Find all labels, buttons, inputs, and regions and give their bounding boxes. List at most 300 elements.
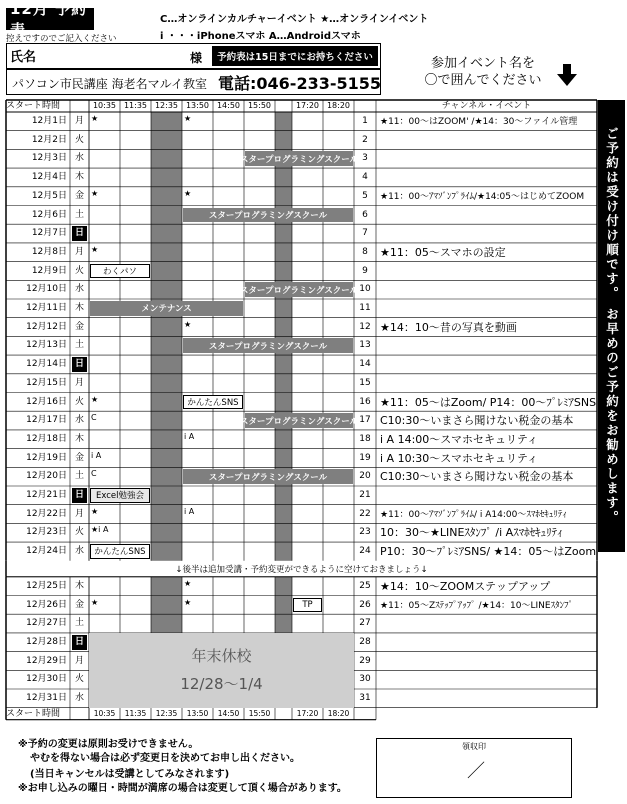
weekday-cell: 火	[74, 527, 84, 538]
row-number: 1	[362, 116, 368, 126]
channel-event-cell[interactable]: ★11：05～はZoom/ P14：00～ﾌﾟﾚﾐｱSNS	[380, 395, 597, 409]
booking-slot[interactable]	[120, 449, 151, 468]
booking-slot[interactable]	[292, 299, 323, 318]
booking-slot[interactable]	[213, 224, 244, 243]
booking-slot[interactable]	[323, 505, 354, 524]
closed-slot-column	[151, 577, 182, 633]
booking-slot[interactable]	[213, 168, 244, 187]
channel-event-cell[interactable]	[376, 690, 597, 709]
booking-slot[interactable]	[182, 243, 213, 262]
booking-slot[interactable]	[213, 243, 244, 262]
date-cell: 12月2日	[31, 134, 67, 145]
weekday-cell: 水	[74, 415, 84, 426]
booking-slot[interactable]	[323, 523, 354, 542]
booking-slot[interactable]	[244, 596, 275, 615]
booking-slot[interactable]	[89, 374, 120, 393]
booking-slot[interactable]	[323, 299, 354, 318]
booking-slot[interactable]	[182, 374, 213, 393]
slot-mark-star: ★	[184, 114, 192, 123]
footer-note-3: (当日キャンセルは受講としてみなされます)	[30, 769, 230, 780]
booking-slot[interactable]	[292, 486, 323, 505]
time-header-8: 18:20	[326, 101, 351, 110]
event-star-programming: スタープログラミングスクール	[245, 282, 353, 297]
channel-event-cell[interactable]: 10：30～★LINEｽﾀﾝﾌﾟ /i Aｽﾏﾎｾｷｭﾘﾃｨ	[380, 526, 563, 540]
booking-slot[interactable]	[182, 614, 213, 633]
weekday-cell: 土	[74, 618, 84, 629]
booking-slot[interactable]	[323, 614, 354, 633]
booking-slot[interactable]	[244, 318, 275, 337]
time-header-3: 13:50	[185, 101, 210, 110]
channel-event-cell[interactable]: ★11：05～Zｽﾃｯﾌﾟｱｯﾌﾟ /★14：10～LINEｽﾀﾝﾌﾟ	[380, 600, 574, 611]
channel-event-cell[interactable]: i A 10:30～スマホセキュリティ	[380, 451, 538, 465]
row-number: 13	[359, 340, 371, 351]
legend-line-1: C…オンラインカルチャーイベント ★…オンラインイベント	[160, 14, 429, 25]
row-number: 6	[362, 209, 368, 220]
row-number: 30	[359, 674, 371, 685]
booking-slot[interactable]	[182, 486, 213, 505]
channel-event-cell[interactable]	[376, 615, 597, 634]
channel-event-cell[interactable]	[376, 337, 597, 356]
booking-slot[interactable]	[89, 577, 120, 596]
booking-slot[interactable]	[244, 449, 275, 468]
slot-mark-ia: i A	[184, 506, 195, 516]
date-cell: 12月30日	[26, 674, 67, 685]
channel-event-cell[interactable]: ★11：05～スマホの設定	[380, 245, 506, 259]
channel-event-cell[interactable]: i A 14:00～スマホセキュリティ	[380, 432, 538, 446]
booking-slot[interactable]	[292, 542, 323, 561]
row-number: 16	[359, 396, 371, 407]
booking-slot[interactable]	[120, 596, 151, 615]
slot-mark-c: C	[91, 413, 97, 423]
date-cell: 12月11日	[26, 303, 67, 313]
date-cell: 12月28日	[26, 636, 67, 647]
sama-label: 様	[190, 51, 203, 65]
date-cell: 12月4日	[31, 172, 67, 183]
row-number: 3	[362, 153, 368, 164]
booking-slot[interactable]	[292, 577, 323, 596]
booking-slot[interactable]	[213, 112, 244, 131]
row-number: 15	[359, 377, 371, 388]
weekday-cell: 火	[74, 674, 84, 685]
row-number: 7	[362, 228, 368, 239]
booking-slot[interactable]	[323, 131, 354, 150]
date-cell: 12月18日	[26, 433, 67, 444]
row-number: 9	[362, 265, 368, 276]
channel-event-cell[interactable]: ★14：10～ZOOMステップアップ	[380, 579, 551, 593]
booking-slot[interactable]	[323, 486, 354, 505]
weekday-cell: 金	[74, 190, 84, 201]
booking-slot[interactable]	[213, 523, 244, 542]
name-label: 氏名	[10, 50, 37, 65]
booking-slot[interactable]	[213, 505, 244, 524]
booking-slot[interactable]	[182, 149, 213, 168]
date-cell: 12月26日	[26, 599, 67, 610]
date-cell: 12月10日	[26, 284, 67, 295]
booking-slot[interactable]	[323, 243, 354, 262]
booking-slot[interactable]	[213, 596, 244, 615]
row-number: 22	[359, 508, 371, 519]
weekday-cell: 金	[74, 321, 84, 332]
row-number: 2	[362, 134, 368, 145]
booking-slot[interactable]	[292, 374, 323, 393]
booking-slot[interactable]	[244, 187, 275, 206]
school-name: パソコン市民講座 海老名マルイ教室	[12, 77, 207, 91]
channel-event-cell[interactable]: P10：30～ﾌﾟﾚﾐｱSNS/ ★14：05～はZoom	[380, 545, 597, 559]
booking-slot[interactable]	[244, 131, 275, 150]
date-cell: 12月20日	[26, 471, 67, 482]
date-cell: 12月13日	[26, 340, 67, 351]
weekday-cell: 水	[74, 546, 84, 557]
booking-slot[interactable]	[323, 430, 354, 449]
booking-slot[interactable]	[244, 355, 275, 374]
channel-header: チャンネル・イベント	[441, 101, 532, 111]
date-cell: 12月5日	[31, 190, 67, 201]
time-footer-0: 10:35	[93, 708, 116, 718]
row-number: 28	[359, 636, 371, 647]
booking-slot[interactable]	[292, 243, 323, 262]
slot-mark-star: ★	[91, 394, 99, 404]
row-number: 25	[359, 580, 371, 591]
footer-note-2: やむを得ない場合は必ず変更日を決めてお申し出ください。	[30, 753, 300, 764]
weekday-cell: 日	[72, 226, 87, 241]
row-number: 10	[359, 284, 371, 295]
weekday-cell: 木	[74, 580, 84, 591]
booking-slot[interactable]	[244, 505, 275, 524]
booking-slot[interactable]	[213, 318, 244, 337]
booking-slot[interactable]	[89, 355, 120, 374]
row-number: 29	[359, 655, 371, 666]
booking-slot[interactable]	[182, 542, 213, 561]
booking-slot[interactable]	[292, 449, 323, 468]
legend-line-2: i ・・・iPhoneスマホ A…Androidスマホ	[160, 31, 361, 42]
slot-mark-star: ★	[184, 188, 192, 198]
booking-slot[interactable]	[120, 355, 151, 374]
channel-event-cell[interactable]	[376, 281, 597, 300]
booking-slot[interactable]	[120, 149, 151, 168]
booking-slot[interactable]	[244, 430, 275, 449]
channel-event-cell[interactable]: ★11：00～ｱﾏｿﾞﾝﾌﾟﾗｲﾑ/ i A14:00～ｽﾏﾎｾｷｭﾘﾃｨ	[380, 509, 567, 520]
date-cell: 12月24日	[26, 546, 67, 557]
row-number: 8	[362, 246, 368, 257]
time-header-6	[275, 100, 292, 112]
channel-event-cell[interactable]	[376, 375, 597, 394]
date-cell: 12月29日	[26, 655, 67, 666]
booking-slot[interactable]	[120, 505, 151, 524]
event-wakupaso: わくパソ	[90, 264, 150, 279]
event-star-programming: スタープログラミングスクール	[183, 208, 353, 223]
booking-slot[interactable]	[244, 112, 275, 131]
receipt-mark: ／	[467, 761, 485, 782]
booking-slot[interactable]	[323, 542, 354, 561]
booking-slot[interactable]	[323, 318, 354, 337]
booking-slot[interactable]	[182, 280, 213, 299]
booking-slot[interactable]	[89, 168, 120, 187]
booking-slot[interactable]	[89, 280, 120, 299]
channel-event-cell[interactable]: ★11：00～はZOOM' /★14：30～ファイル管理	[380, 117, 578, 127]
booking-slot[interactable]	[89, 614, 120, 633]
weekday-cell: 土	[74, 471, 84, 482]
booking-slot[interactable]	[120, 131, 151, 150]
weekday-cell: 木	[74, 303, 84, 313]
row-number: 11	[359, 303, 371, 313]
event-star-programming: スタープログラミングスクール	[245, 151, 353, 166]
booking-slot[interactable]	[292, 112, 323, 131]
channel-event-cell[interactable]: ★14：10～昔の写真を動画	[380, 320, 517, 334]
time-header-2: 12:35	[154, 101, 179, 110]
booking-slot[interactable]	[182, 131, 213, 150]
booking-slot[interactable]	[323, 112, 354, 131]
booking-slot[interactable]	[213, 614, 244, 633]
booking-slot[interactable]	[323, 355, 354, 374]
weekday-cell: 月	[74, 655, 84, 666]
booking-slot[interactable]	[182, 523, 213, 542]
event-star-programming: スタープログラミングスクール	[245, 413, 353, 428]
slot-mark-star: ★	[184, 319, 192, 329]
booking-slot[interactable]	[292, 318, 323, 337]
booking-slot[interactable]	[120, 112, 151, 131]
weekday-cell: 木	[74, 172, 84, 183]
booking-slot[interactable]	[292, 131, 323, 150]
booking-slot[interactable]	[89, 336, 120, 355]
event-tp: TP	[293, 598, 322, 613]
slot-mark-star: ★	[91, 597, 99, 607]
booking-slot[interactable]	[323, 374, 354, 393]
channel-event-cell[interactable]	[376, 653, 597, 672]
booking-slot[interactable]	[89, 206, 120, 225]
date-cell: 12月31日	[26, 693, 67, 703]
weekday-cell: 日	[72, 357, 87, 372]
booking-slot[interactable]	[244, 486, 275, 505]
booking-slot[interactable]	[292, 224, 323, 243]
booking-slot[interactable]	[89, 149, 120, 168]
time-footer-7: 17:20	[296, 708, 319, 718]
booking-slot[interactable]	[292, 430, 323, 449]
booking-slot[interactable]	[323, 262, 354, 281]
channel-event-cell[interactable]	[376, 634, 597, 653]
booking-slot[interactable]	[213, 187, 244, 206]
channel-event-cell[interactable]	[376, 487, 597, 506]
booking-slot[interactable]	[213, 449, 244, 468]
slot-mark-ia: i A	[91, 450, 102, 460]
date-cell: 12月27日	[26, 618, 67, 629]
event-star-programming: スタープログラミングスクール	[183, 338, 353, 353]
booking-slot[interactable]	[120, 374, 151, 393]
booking-slot[interactable]	[213, 430, 244, 449]
channel-event-cell[interactable]	[376, 207, 597, 226]
booking-slot[interactable]	[323, 224, 354, 243]
booking-slot[interactable]	[120, 523, 151, 542]
date-cell: 12月12日	[26, 321, 67, 332]
booking-slot[interactable]	[323, 577, 354, 596]
time-header-1: 11:35	[123, 101, 148, 110]
booking-slot[interactable]	[182, 411, 213, 430]
row-number: 19	[359, 452, 371, 463]
slot-mark-c: C	[91, 469, 97, 479]
booking-slot[interactable]	[182, 262, 213, 281]
event-excel: Excel勉強会	[90, 488, 150, 503]
weekday-cell: 水	[74, 284, 84, 295]
booking-slot[interactable]	[89, 131, 120, 150]
weekday-cell: 日	[72, 488, 87, 503]
slot-mark-star: ★	[91, 114, 99, 123]
booking-slot[interactable]	[292, 505, 323, 524]
booking-slot[interactable]	[120, 224, 151, 243]
channel-event-cell[interactable]	[376, 300, 597, 319]
weekday-cell: 土	[74, 340, 84, 351]
phone-number: 電話:046-233-5155	[218, 74, 382, 93]
booking-slot[interactable]	[292, 187, 323, 206]
channel-event-cell[interactable]	[376, 169, 597, 188]
receipt-label: 領収印	[462, 742, 486, 751]
booking-slot[interactable]	[89, 318, 120, 337]
join-instruction: 参加イベント名を 〇で囲んでください	[424, 56, 542, 88]
booking-slot[interactable]	[182, 224, 213, 243]
holiday-range: 12/28～1/4	[180, 675, 263, 694]
booking-slot[interactable]	[292, 262, 323, 281]
booking-slot[interactable]	[244, 542, 275, 561]
slot-mark-star: ★	[91, 244, 99, 254]
booking-slot[interactable]	[120, 614, 151, 633]
weekday-cell: 火	[74, 396, 84, 407]
row-number: 12	[359, 321, 371, 332]
booking-slot[interactable]	[120, 577, 151, 596]
footer-note-1: ※予約の変更は原則お受けできません。	[18, 739, 199, 750]
booking-slot[interactable]	[213, 577, 244, 596]
weekday-cell: 火	[74, 265, 84, 276]
booking-slot[interactable]	[244, 224, 275, 243]
booking-slot[interactable]	[120, 187, 151, 206]
holiday-block	[89, 633, 354, 708]
row-number: 26	[359, 599, 371, 610]
time-header-5: 15:50	[247, 101, 272, 110]
booking-slot[interactable]	[244, 243, 275, 262]
channel-event-cell[interactable]: C10:30～いまさら聞けない税金の基本	[380, 470, 574, 484]
booking-slot[interactable]	[244, 614, 275, 633]
weekday-cell: 木	[74, 433, 84, 444]
time-footer-3: 13:50	[186, 708, 209, 718]
booking-slot[interactable]	[323, 168, 354, 187]
booking-slot[interactable]	[323, 449, 354, 468]
event-star-programming: スタープログラミングスクール	[183, 469, 353, 484]
row-number: 14	[359, 359, 371, 370]
booking-slot[interactable]	[244, 299, 275, 318]
channel-event-cell[interactable]	[376, 263, 597, 282]
booking-slot[interactable]	[213, 131, 244, 150]
booking-slot[interactable]	[323, 187, 354, 206]
booking-slot[interactable]	[292, 168, 323, 187]
booking-slot[interactable]	[120, 243, 151, 262]
booking-slot[interactable]	[213, 486, 244, 505]
weekday-cell: 水	[74, 693, 84, 703]
booking-slot[interactable]	[292, 393, 323, 412]
event-kantan-sns: かんたんSNS	[90, 544, 150, 559]
booking-slot[interactable]	[292, 614, 323, 633]
channel-event-cell[interactable]: C10:30～いまさら聞けない税金の基本	[380, 414, 574, 428]
booking-slot[interactable]	[323, 596, 354, 615]
weekday-cell: 金	[74, 599, 84, 610]
booking-slot[interactable]	[213, 355, 244, 374]
event-maintenance: メンテナンス	[90, 301, 243, 316]
booking-slot[interactable]	[89, 224, 120, 243]
booking-slot[interactable]	[292, 355, 323, 374]
date-cell: 12月6日	[31, 209, 67, 220]
channel-event-cell[interactable]	[376, 150, 597, 169]
slot-mark-star: ★	[91, 506, 99, 516]
booking-slot[interactable]	[323, 393, 354, 412]
slot-mark-star: ★	[184, 578, 192, 588]
channel-event-cell[interactable]	[376, 356, 597, 375]
slot-mark-star_ia: ★i A	[91, 525, 109, 535]
booking-slot[interactable]	[182, 168, 213, 187]
footer-note-4: ※お申し込みの曜日・時間が満席の場合は変更して頂く場合があります。	[18, 783, 347, 794]
booking-slot[interactable]	[89, 430, 120, 449]
channel-event-cell[interactable]	[376, 671, 597, 690]
date-cell: 12月23日	[26, 527, 67, 538]
row-number: 17	[359, 415, 371, 426]
booking-slot[interactable]	[244, 393, 275, 412]
booking-slot[interactable]	[244, 374, 275, 393]
time-footer-8: 18:20	[327, 708, 350, 718]
date-cell: 12月22日	[26, 508, 67, 519]
row-number: 21	[359, 490, 371, 500]
date-cell: 12月8日	[31, 246, 67, 257]
notice-row: ↓後半は追加受講・予約変更ができるように空けておきましょう↓	[175, 564, 428, 575]
time-header-4: 14:50	[216, 101, 241, 110]
date-cell: 12月19日	[26, 452, 67, 463]
booking-slot[interactable]	[120, 280, 151, 299]
booking-slot[interactable]	[244, 577, 275, 596]
booking-slot[interactable]	[120, 168, 151, 187]
booking-slot[interactable]	[213, 262, 244, 281]
booking-slot[interactable]	[120, 430, 151, 449]
booking-slot[interactable]	[120, 393, 151, 412]
booking-slot[interactable]	[120, 318, 151, 337]
time-header-7: 17:20	[295, 101, 320, 110]
slot-mark-ia: i A	[184, 431, 195, 441]
row-number: 18	[359, 433, 371, 444]
time-header-0: 10:35	[92, 101, 117, 110]
row-number: 23	[359, 527, 371, 538]
weekday-cell: 月	[74, 377, 84, 388]
booking-slot[interactable]	[120, 467, 151, 486]
date-cell: 12月25日	[26, 580, 67, 591]
weekday-cell: 水	[74, 153, 84, 164]
channel-event-cell[interactable]	[376, 225, 597, 244]
booking-slot[interactable]	[120, 336, 151, 355]
booking-slot[interactable]	[244, 262, 275, 281]
booking-slot[interactable]	[292, 523, 323, 542]
booking-slot[interactable]	[244, 523, 275, 542]
booking-slot[interactable]	[182, 355, 213, 374]
channel-event-cell[interactable]	[376, 132, 597, 151]
time-footer-2: 12:35	[155, 708, 178, 718]
booking-slot[interactable]	[120, 206, 151, 225]
booking-slot[interactable]	[213, 374, 244, 393]
booking-slot[interactable]	[120, 411, 151, 430]
deadline-badge: 予約表は15日までにお持ちください	[212, 46, 378, 66]
date-cell: 12月21日	[26, 490, 67, 500]
channel-event-cell[interactable]: ★11：00～ｱﾏｿﾞﾝﾌﾟﾗｲﾑ/★14:05～はじめてZOOM	[380, 191, 585, 202]
date-cell: 12月1日	[31, 116, 67, 126]
time-footer-6	[275, 708, 292, 720]
holiday-title: 年末休校	[191, 647, 252, 666]
weekday-cell: 金	[74, 452, 84, 463]
weekday-cell: 月	[74, 246, 84, 257]
time-footer-4: 14:50	[217, 708, 240, 718]
booking-slot[interactable]	[244, 168, 275, 187]
booking-slot[interactable]	[213, 542, 244, 561]
booking-slot[interactable]	[182, 449, 213, 468]
